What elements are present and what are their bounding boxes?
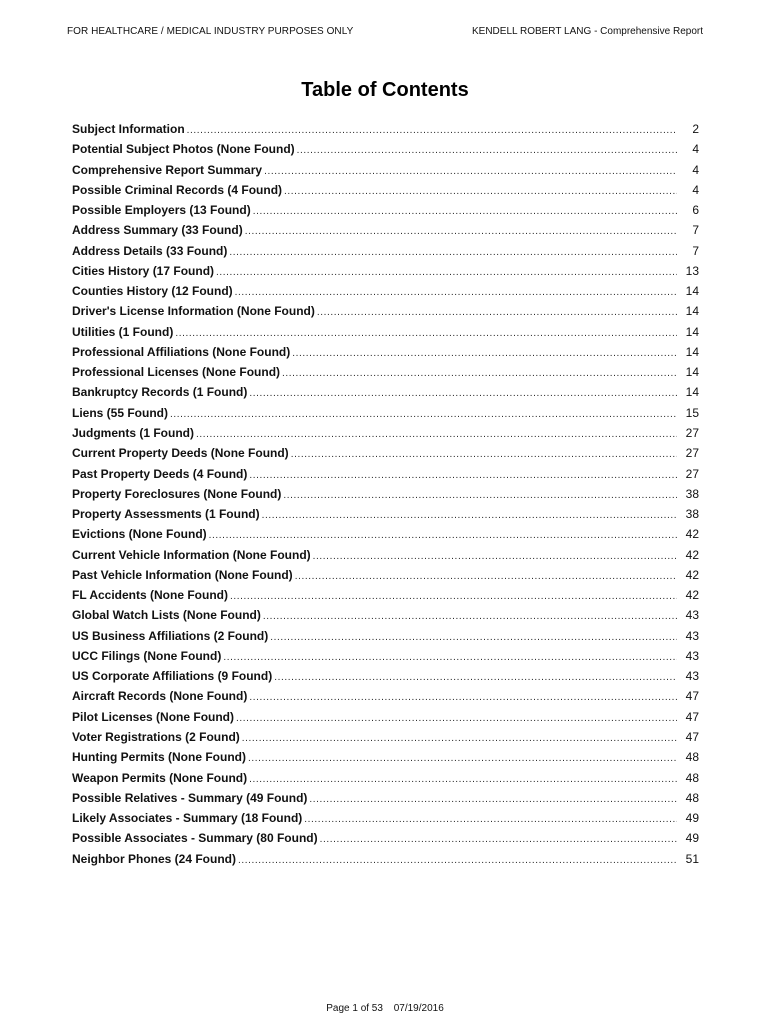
toc-entry[interactable] [72,771,699,791]
toc-entry[interactable] [72,223,699,243]
page-footer [0,1003,770,1014]
toc-entry-page: 48 [685,790,699,805]
footer-page-number: Page 1 of 53 [326,1003,383,1014]
toc-entry-page: 38 [685,507,699,522]
toc-entry[interactable] [72,852,699,872]
toc-entry[interactable] [72,325,699,345]
toc-entry-page: 7 [692,243,699,258]
toc-entry[interactable] [72,446,699,466]
toc-leader-dots [282,368,677,379]
toc-entry-page: 42 [685,527,699,542]
toc-entry-page: 13 [685,263,699,278]
toc-entry-label: Property Assessments (1 Found) [72,507,260,522]
page-title: Table of Contents [301,79,469,101]
toc-entry-label: Possible Associates - Summary (80 Found) [72,831,318,846]
toc-leader-dots [274,672,677,683]
toc-entry[interactable] [72,527,699,547]
toc-leader-dots [264,166,677,177]
toc-entry-page: 43 [685,669,699,684]
toc-entry-label: Hunting Permits (None Found) [72,750,246,765]
toc-leader-dots [242,733,677,744]
toc-entry[interactable] [72,811,699,831]
toc-leader-dots [235,287,677,298]
toc-entry-label: Weapon Permits (None Found) [72,770,248,785]
toc-entry[interactable] [72,608,699,628]
toc-entry[interactable] [72,345,699,365]
toc-leader-dots [249,388,677,399]
toc-entry-label: Aircraft Records (None Found) [72,689,248,704]
toc-entry-label: Neighbor Phones (24 Found) [72,851,236,866]
toc-leader-dots [270,632,677,643]
toc-entry-label: Possible Employers (13 Found) [72,203,251,218]
toc-entry-label: Evictions (None Found) [72,527,207,542]
toc-entry[interactable] [72,831,699,851]
toc-entry-page: 47 [685,709,699,724]
toc-leader-dots [209,530,677,541]
toc-entry-page: 38 [685,486,699,501]
toc-leader-dots [292,348,677,359]
toc-leader-dots [283,490,677,501]
toc-entry[interactable] [72,730,699,750]
toc-entry-page: 2 [692,122,699,136]
toc-entry[interactable] [72,406,699,426]
toc-entry[interactable] [72,548,699,568]
toc-entry[interactable] [72,649,699,669]
toc-leader-dots [262,510,677,521]
toc-entry[interactable] [72,669,699,689]
toc-entry-page: 43 [685,608,699,623]
toc-entry-label: Comprehensive Report Summary [72,162,263,177]
toc-entry-label: Possible Relatives - Summary (49 Found) [72,790,308,805]
toc-leader-dots [170,409,677,420]
toc-entry-label: Possible Criminal Records (4 Found) [72,182,283,197]
toc-entry-page: 49 [685,831,699,846]
toc-entry[interactable] [72,163,699,183]
toc-entry-page: 42 [685,567,699,582]
toc-entry[interactable] [72,689,699,709]
toc-leader-dots [253,206,677,217]
toc-leader-dots [249,774,677,785]
toc-leader-dots [263,611,677,622]
header-report-title: KENDELL ROBERT LANG - Comprehensive Report [471,26,703,37]
toc-entry-page: 49 [685,811,699,826]
toc-entry-page: 43 [685,628,699,643]
toc-entry[interactable] [72,122,699,142]
toc-entry-page: 14 [685,385,699,400]
toc-entry[interactable] [72,568,699,588]
toc-entry[interactable] [72,183,699,203]
toc-leader-dots [187,125,677,136]
toc-entry[interactable] [72,487,699,507]
toc-entry[interactable] [72,750,699,770]
toc-entry[interactable] [72,304,699,324]
footer-date: 07/19/2016 [393,1003,444,1014]
toc-leader-dots [175,328,677,339]
toc-entry-page: 27 [685,425,699,440]
toc-entry-page: 14 [685,324,699,339]
toc-entry-page: 43 [685,648,699,663]
toc-entry-page: 4 [692,182,699,197]
toc-leader-dots [249,692,677,703]
toc-leader-dots [229,247,677,258]
toc-entry-label: Address Details (33 Found) [72,243,228,258]
toc-leader-dots [304,814,677,825]
toc-leader-dots [284,186,677,197]
toc-entry-page: 15 [685,405,699,420]
toc-entry-label: US Business Affiliations (2 Found) [72,628,269,643]
toc-entry[interactable] [72,426,699,446]
toc-entry-label: Past Vehicle Information (None Found) [72,567,293,582]
toc-entry[interactable] [72,244,699,264]
toc-leader-dots [196,429,677,440]
toc-leader-dots [216,267,677,278]
toc-entry-label: Global Watch Lists (None Found) [72,608,261,623]
toc-leader-dots [230,591,677,602]
toc-entry-label: UCC Filings (None Found) [72,648,222,663]
toc-entry[interactable] [72,264,699,284]
toc-entry-label: Subject Information [72,122,185,136]
toc-entry-page: 48 [685,750,699,765]
toc-entry[interactable] [72,588,699,608]
toc-entry-label: Current Property Deeds (None Found) [72,446,289,461]
toc-entry[interactable] [72,467,699,487]
toc-entry-page: 14 [685,344,699,359]
toc-entry-page: 14 [685,304,699,319]
toc-leader-dots [248,753,677,764]
toc-entry-label: Utilities (1 Found) [72,324,174,339]
toc-entry[interactable] [72,710,699,730]
toc-entry-label: US Corporate Affiliations (9 Found) [72,669,273,684]
toc-leader-dots [297,145,677,156]
toc-entry[interactable] [72,142,699,162]
toc-entry-page: 27 [685,446,699,461]
toc-entry-label: Property Foreclosures (None Found) [72,486,282,501]
toc-entry[interactable] [72,507,699,527]
toc-entry-label: Driver's License Information (None Found) [72,304,315,319]
toc-entry-page: 42 [685,588,699,603]
toc-entry-page: 6 [692,203,699,218]
toc-entry-page: 48 [685,770,699,785]
toc-entry-label: Likely Associates - Summary (18 Found) [72,811,303,826]
toc-entry-page: 51 [685,851,699,866]
toc-entry-label: Professional Licenses (None Found) [72,365,281,380]
toc-leader-dots [313,551,677,562]
toc-leader-dots [223,652,677,663]
toc-leader-dots [295,571,677,582]
toc-entry-label: Professional Affiliations (None Found) [72,344,291,359]
toc-leader-dots [245,226,677,237]
toc-entry[interactable] [72,791,699,811]
toc-entry-label: Past Property Deeds (4 Found) [72,466,248,481]
toc-leader-dots [317,307,677,318]
toc-leader-dots [320,834,677,845]
toc-entry[interactable] [72,629,699,649]
toc-entry-label: Voter Registrations (2 Found) [72,729,240,744]
toc-entry-page: 47 [685,729,699,744]
toc-entry[interactable] [72,203,699,223]
toc-entry-page: 42 [685,547,699,562]
toc-entry-label: Address Summary (33 Found) [72,223,243,238]
toc-leader-dots [238,855,677,866]
toc-leader-dots [291,449,677,460]
toc-entry-page: 7 [692,223,699,238]
toc-entry-label: Cities History (17 Found) [72,263,215,278]
toc-entry[interactable] [72,284,699,304]
toc-entry-label: Pilot Licenses (None Found) [72,709,235,724]
toc-entry-page: 14 [685,284,699,299]
toc-entry-page: 14 [685,365,699,380]
toc-leader-dots [309,794,677,805]
toc-entry-label: Counties History (12 Found) [72,284,233,299]
toc-entry-page: 4 [692,162,699,177]
toc-entry[interactable] [72,365,699,385]
toc-entry-label: Current Vehicle Information (None Found) [72,547,311,562]
toc-entry[interactable] [72,385,699,405]
toc-leader-dots [249,470,677,481]
table-of-contents [72,122,699,872]
toc-entry-label: Judgments (1 Found) [72,425,194,440]
toc-entry-label: Potential Subject Photos (None Found) [72,142,295,157]
toc-entry-page: 4 [692,142,699,157]
toc-entry-label: Bankruptcy Records (1 Found) [72,385,248,400]
toc-entry-page: 27 [685,466,699,481]
header-disclaimer: FOR HEALTHCARE / MEDICAL INDUSTRY PURPOSES ONLY [67,26,354,37]
toc-entry-label: Liens (55 Found) [72,405,168,420]
toc-leader-dots [236,713,677,724]
toc-entry-page: 47 [685,689,699,704]
toc-entry-label: FL Accidents (None Found) [72,588,228,603]
